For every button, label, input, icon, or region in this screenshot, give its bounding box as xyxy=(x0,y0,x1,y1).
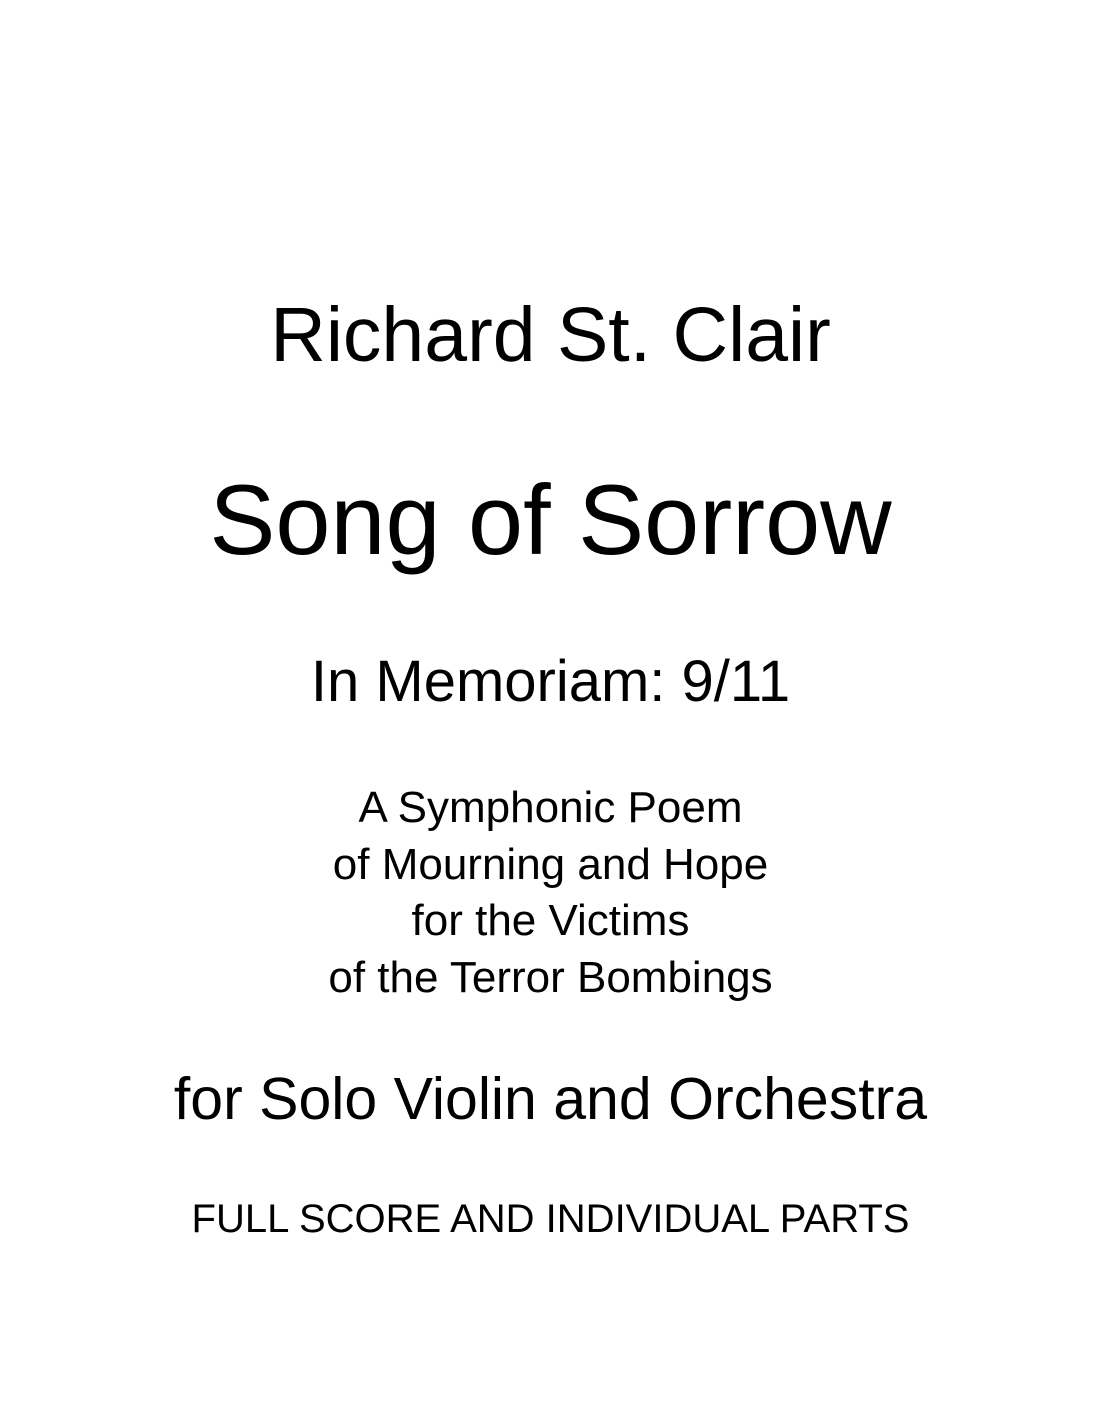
instrumentation: for Solo Violin and Orchestra xyxy=(173,1066,928,1132)
dedication-subtitle: In Memoriam: 9/11 xyxy=(310,649,791,714)
description-line: for the Victims xyxy=(411,896,690,945)
description-line: of the Terror Bombings xyxy=(328,953,773,1002)
description-line: of Mourning and Hope xyxy=(332,840,769,889)
work-title: Song of Sorrow xyxy=(209,464,892,575)
description-line: A Symphonic Poem xyxy=(358,783,743,832)
edition-note: FULL SCORE AND INDIVIDUAL PARTS xyxy=(191,1197,910,1241)
composer-name: Richard St. Clair xyxy=(270,292,831,378)
